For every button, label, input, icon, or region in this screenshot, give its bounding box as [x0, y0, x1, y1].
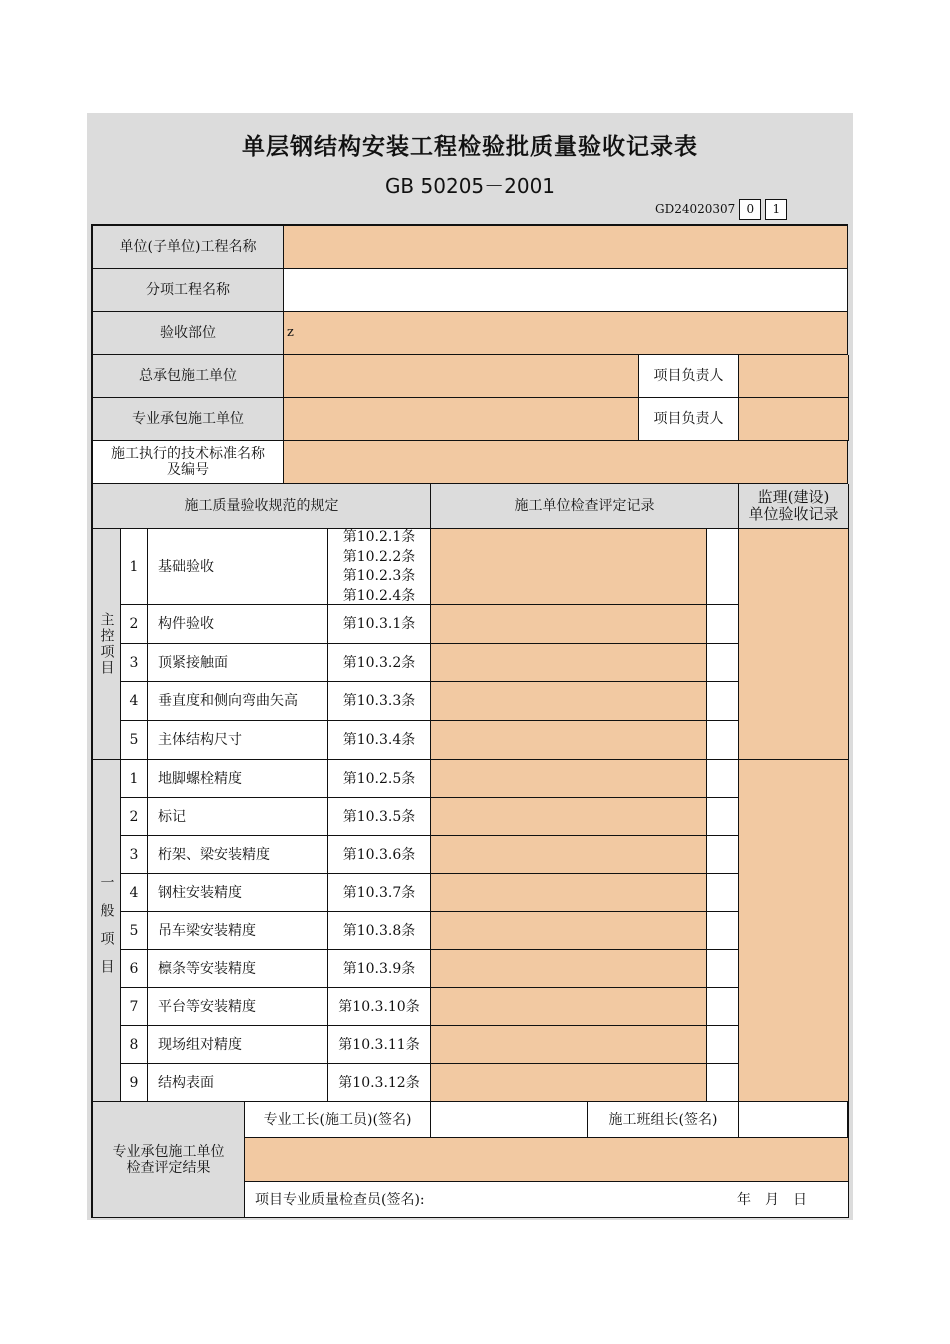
- general-item-3-name: 桁架、梁安装精度: [148, 836, 328, 874]
- main-item-1-clause-4: 第10.2.4条: [342, 587, 416, 604]
- main-item-5-clause: 第10.3.4条: [328, 721, 431, 760]
- project-manager-label-2: 项目负责人: [639, 398, 739, 441]
- team-leader-signature-field[interactable]: [739, 1102, 849, 1138]
- general-item-1-no: 1: [121, 760, 148, 798]
- general-item-1-mark[interactable]: [707, 760, 739, 798]
- main-item-5-no: 5: [121, 721, 148, 760]
- main-item-4-name: 垂直度和侧向弯曲矢高: [148, 682, 328, 721]
- result-label-line1: 专业承包施工单位: [112, 1143, 225, 1160]
- general-item-6-name: 檩条等安装精度: [148, 950, 328, 988]
- general-item-6-clause: 第10.3.9条: [328, 950, 431, 988]
- construction-record-header: 施工单位检查评定记录: [431, 484, 739, 529]
- general-item-8-no: 8: [121, 1026, 148, 1064]
- general-item-9-no: 9: [121, 1064, 148, 1102]
- general-item-3-mark[interactable]: [707, 836, 739, 874]
- tech-standard-field[interactable]: [284, 441, 848, 484]
- general-item-5-no: 5: [121, 912, 148, 950]
- main-item-3-mark[interactable]: [707, 644, 739, 682]
- project-manager-field-2[interactable]: [739, 398, 849, 441]
- general-item-2-clause: 第10.3.5条: [328, 798, 431, 836]
- sub-project-label: 分项工程名称: [93, 269, 284, 312]
- main-item-2-name: 构件验收: [148, 605, 328, 644]
- general-item-4-clause: 第10.3.7条: [328, 874, 431, 912]
- main-item-1-clauses: [328, 529, 431, 605]
- form-title: 单层钢结构安装工程检验批质量验收记录表: [242, 134, 698, 160]
- form-number: [655, 199, 787, 219]
- general-item-6-mark[interactable]: [707, 950, 739, 988]
- team-leader-label: 施工班组长(签名): [588, 1102, 739, 1138]
- standard-code: GB 50205－2001: [384, 174, 556, 198]
- main-item-1-mark[interactable]: [707, 529, 739, 605]
- specialty-contractor-label: 专业承包施工单位: [93, 398, 284, 441]
- general-contractor-field[interactable]: [284, 355, 639, 398]
- form-number-box-1[interactable]: 0: [739, 199, 761, 220]
- main-item-5-name: 主体结构尺寸: [148, 721, 328, 760]
- main-item-5-record[interactable]: [431, 721, 707, 760]
- main-item-3-no: 3: [121, 644, 148, 682]
- main-item-1-clause-1: 第10.2.1条: [342, 529, 416, 545]
- general-item-3-no: 3: [121, 836, 148, 874]
- tech-standard-label: [93, 441, 284, 484]
- general-item-8-clause: 第10.3.11条: [328, 1026, 431, 1064]
- general-item-5-record[interactable]: [431, 912, 707, 950]
- main-item-3-record[interactable]: [431, 644, 707, 682]
- general-group-label: [93, 760, 121, 1102]
- general-item-6-no: 6: [121, 950, 148, 988]
- tech-standard-label-line2: 及编号: [167, 462, 209, 478]
- inspector-label: 项目专业质量检查员(签名):: [245, 1182, 467, 1218]
- foreman-label: 专业工长(施工员)(签名): [245, 1102, 431, 1138]
- main-item-3-name: 顶紧接触面: [148, 644, 328, 682]
- general-item-2-mark[interactable]: [707, 798, 739, 836]
- general-item-2-no: 2: [121, 798, 148, 836]
- main-item-4-clause: 第10.3.3条: [328, 682, 431, 721]
- main-item-1-clause-3: 第10.2.3条: [342, 568, 416, 585]
- foreman-signature-field[interactable]: [431, 1102, 588, 1138]
- spec-column-header: 施工质量验收规范的规定: [93, 484, 431, 529]
- general-item-4-record[interactable]: [431, 874, 707, 912]
- tech-standard-label-line1: 施工执行的技术标准名称: [111, 446, 265, 462]
- form-number-box-2[interactable]: 1: [765, 199, 787, 220]
- main-control-group-label: 主控项目: [93, 529, 121, 760]
- main-item-4-no: 4: [121, 682, 148, 721]
- result-field[interactable]: [245, 1138, 849, 1182]
- project-manager-label: 项目负责人: [639, 355, 739, 398]
- general-item-7-name: 平台等安装精度: [148, 988, 328, 1026]
- acceptance-part-field[interactable]: z: [284, 312, 848, 355]
- general-item-9-mark[interactable]: [707, 1064, 739, 1102]
- general-item-9-record[interactable]: [431, 1064, 707, 1102]
- main-item-1-no: 1: [121, 529, 148, 605]
- main-item-4-record[interactable]: [431, 682, 707, 721]
- general-item-1-clause: 第10.2.5条: [328, 760, 431, 798]
- supervision-record-header: [739, 484, 849, 529]
- main-control-supervision-record[interactable]: [739, 529, 849, 760]
- general-item-9-clause: 第10.3.12条: [328, 1064, 431, 1102]
- general-item-2-name: 标记: [148, 798, 328, 836]
- general-item-8-mark[interactable]: [707, 1026, 739, 1064]
- general-item-1-name: 地脚螺栓精度: [148, 760, 328, 798]
- general-contractor-label: 总承包施工单位: [93, 355, 284, 398]
- supervision-header-line2: 单位验收记录: [748, 505, 839, 523]
- main-item-2-record[interactable]: [431, 605, 707, 644]
- general-item-5-mark[interactable]: [707, 912, 739, 950]
- general-item-7-mark[interactable]: [707, 988, 739, 1026]
- general-item-5-clause: 第10.3.8条: [328, 912, 431, 950]
- inspector-signature-field[interactable]: [467, 1182, 717, 1218]
- main-item-2-mark[interactable]: [707, 605, 739, 644]
- project-manager-field[interactable]: [739, 355, 849, 398]
- general-item-7-no: 7: [121, 988, 148, 1026]
- result-label: [93, 1102, 245, 1218]
- main-item-1-name: 基础验收: [148, 529, 328, 605]
- general-item-3-clause: 第10.3.6条: [328, 836, 431, 874]
- general-item-4-mark[interactable]: [707, 874, 739, 912]
- main-item-1-clause-2: 第10.2.2条: [342, 548, 416, 565]
- general-supervision-record[interactable]: [739, 760, 849, 1102]
- date-label: 年 月 日: [717, 1182, 849, 1218]
- supervision-header-line1: 监理(建设): [757, 488, 830, 506]
- general-item-7-record[interactable]: [431, 988, 707, 1026]
- unit-project-field[interactable]: [284, 226, 848, 269]
- main-item-4-mark[interactable]: [707, 682, 739, 721]
- general-item-4-no: 4: [121, 874, 148, 912]
- general-item-1-record[interactable]: [431, 760, 707, 798]
- unit-project-label: 单位(子单位)工程名称: [93, 226, 284, 269]
- general-item-5-name: 吊车梁安装精度: [148, 912, 328, 950]
- sub-project-field[interactable]: [284, 269, 848, 312]
- main-item-5-mark[interactable]: [707, 721, 739, 760]
- general-item-8-name: 现场组对精度: [148, 1026, 328, 1064]
- form-number-prefix: GD24020307: [655, 202, 736, 216]
- main-item-1-record[interactable]: [431, 529, 707, 605]
- main-item-3-clause: 第10.3.2条: [328, 644, 431, 682]
- inspection-table: [91, 224, 848, 1218]
- general-item-3-record[interactable]: [431, 836, 707, 874]
- main-item-2-no: 2: [121, 605, 148, 644]
- general-item-9-name: 结构表面: [148, 1064, 328, 1102]
- specialty-contractor-field[interactable]: [284, 398, 639, 441]
- general-item-8-record[interactable]: [431, 1026, 707, 1064]
- general-item-4-name: 钢柱安装精度: [148, 874, 328, 912]
- general-group-label-text: 一般项目: [98, 874, 115, 987]
- general-item-6-record[interactable]: [431, 950, 707, 988]
- general-item-2-record[interactable]: [431, 798, 707, 836]
- general-item-7-clause: 第10.3.10条: [328, 988, 431, 1026]
- result-label-line2: 检查评定结果: [126, 1159, 211, 1176]
- main-item-2-clause: 第10.3.1条: [328, 605, 431, 644]
- acceptance-part-label: 验收部位: [93, 312, 284, 355]
